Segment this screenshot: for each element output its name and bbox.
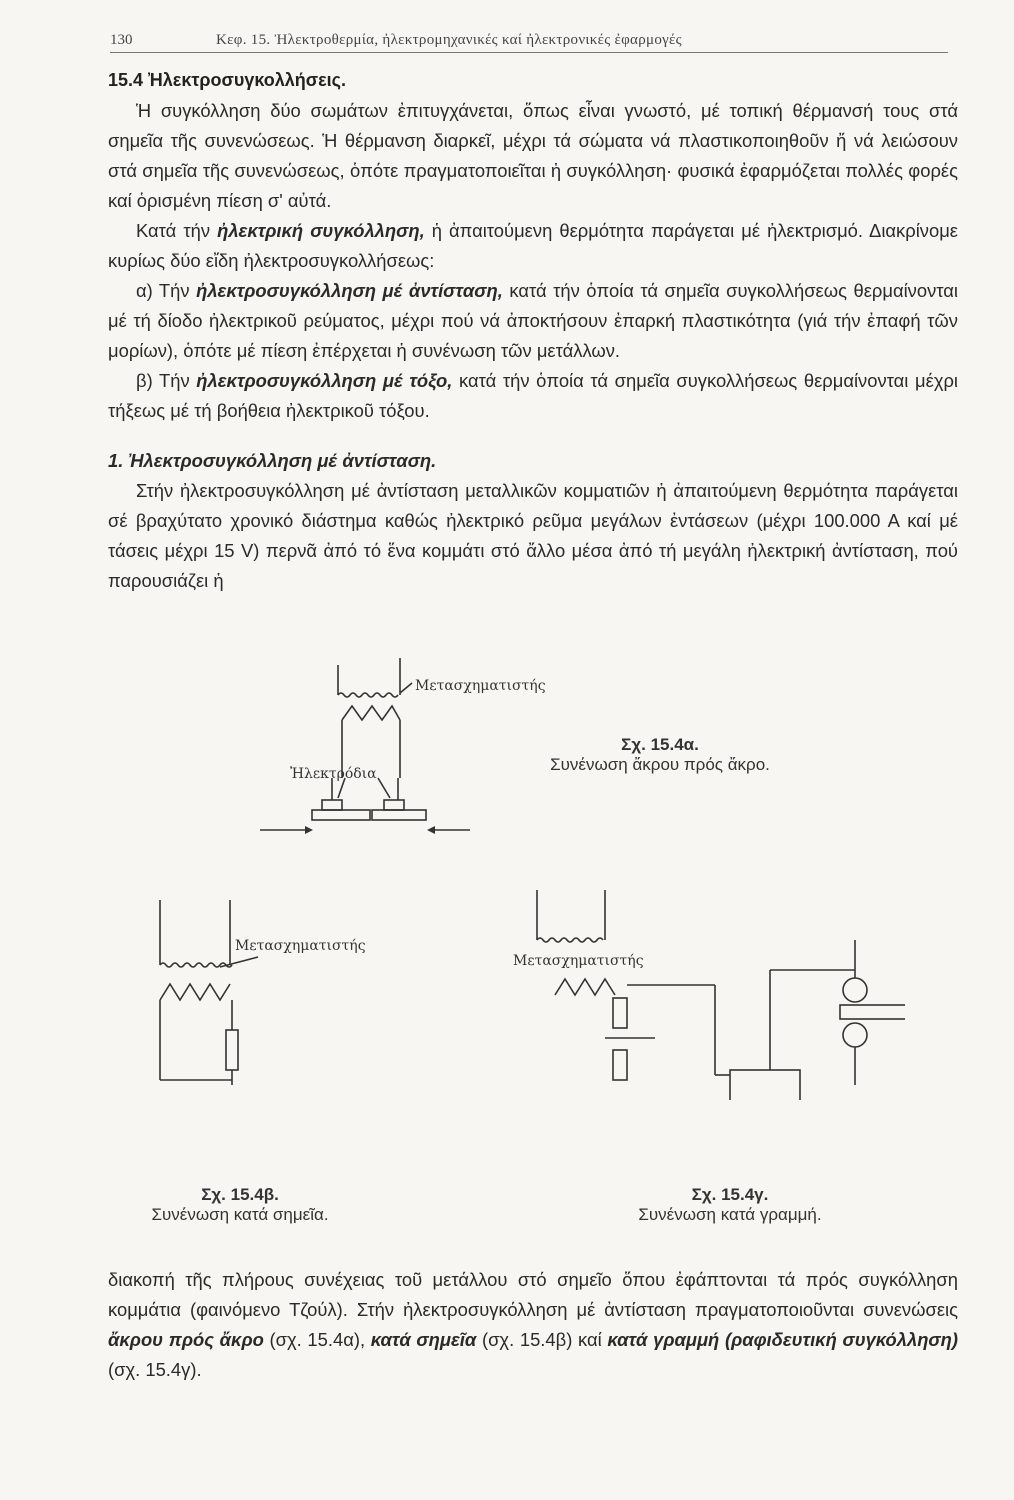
- paragraph-6: διακοπή τῆς πλήρους συνέχειας τοῦ μετάλλου στό σημεῖο ὅπου ἐφάπτονται τά πρός συγκόλληση κομμάτια (φαινόμενο Τζούλ). Στήν ἠλεκτροσυγκόλληση μέ ἀντίσταση πραγματοποιοῦνται συνενώσεις ἄκρου πρός ἄκρο (σχ. 15.4α), κατά σημεῖα (σχ. 15.4β) καί κατά γραμμή (ραφιδευτική συγκόλληση) (σχ. 15.4γ).: [108, 1269, 958, 1380]
- fig-a-transformer-label: Μετασχηματιστής: [415, 678, 546, 694]
- text-block-bottom: [108, 1265, 958, 1385]
- page-header: [110, 30, 948, 53]
- fig-b-number: Σχ. 15.4β.: [201, 1185, 279, 1204]
- figure-15-4a: [250, 650, 550, 850]
- caption-15-4a: [510, 735, 810, 775]
- fig-b-transformer-label: Μετασχηματιστής: [235, 938, 366, 954]
- fig-c-transformer-label: Μετασχηματιστής: [513, 953, 644, 969]
- fig-a-electrodes-label: Ἠλεκτρόδια: [290, 766, 377, 782]
- fig-c-caption: Συνένωση κατά γραμμή.: [638, 1205, 822, 1224]
- paragraph-4: β) Τήν ἠλεκτροσυγκόλληση μέ τόξο, κατά τήν ὁποία τά σημεῖα συγκολλήσεως θερμαίνονται μέχρι τήξεως μέ τή βοήθεια ἠλεκτρικοῦ τόξου.: [108, 370, 959, 421]
- figure-15-4c: [505, 880, 905, 1100]
- fig-a-caption: Συνένωση ἄκρου πρός ἄκρο.: [550, 755, 770, 774]
- paragraph-5: Στήν ἠλεκτροσυγκόλληση μέ ἀντίσταση μεταλλικῶν κομματιῶν ἡ ἀπαιτούμενη θερμότητα παράγεται σέ βραχύτατο χρονικό διάστημα καθώς ἠλεκτρικό ρεῦμα μεγάλων ἐντάσεων (μέχρι 100.000 Α καί μέ τάσεις μέχρι 15 V) περνᾶ ἀπό τό ἕνα κομμάτι στό ἄλλο μέσα ἀπό τή μεγάλη ἠλεκτρική ἀντίσταση, πού παρουσιάζει ἡ: [108, 480, 958, 591]
- running-title: Κεφ. 15. Ἠλεκτροθερμία, ἠλεκτρομηχανικές καί ἠλεκτρονικές ἐφαρμογές: [216, 32, 682, 48]
- caption-15-4b: [140, 1185, 340, 1225]
- fig-c-number: Σχ. 15.4γ.: [691, 1185, 769, 1204]
- paragraph-3: α) Τήν ἠλεκτροσυγκόλληση μέ ἀντίσταση, κατά τήν ὁποία τά σημεῖα συγκολλήσεως θερμαίνονται μέ τή δίοδο ἠλεκτρικοῦ ρεύματος, μέχρι πού νά ἀποκτήσουν ἐπαρκή πλαστικότητα (γιά τήν ἐπαφή τῶν μορίων), ὁπότε μέ πίεση ἐπέρχεται ἡ συνένωση τῶν μετάλλων.: [108, 280, 959, 361]
- text-block-top: [108, 96, 958, 596]
- section-title: 15.4 Ἠλεκτροσυγκολλήσεις.: [108, 70, 347, 90]
- caption-15-4c: [595, 1185, 865, 1225]
- page-number: 130: [110, 32, 133, 48]
- fig-b-caption: Συνένωση κατά σημεῖα.: [151, 1205, 329, 1224]
- figure-15-4b: [140, 895, 400, 1095]
- paragraph-1: Ἡ συγκόλληση δύο σωμάτων ἐπιτυγχάνεται, ὅπως εἶναι γνωστό, μέ τοπική θέρμανσή τους στά σημεῖα τῆς συνενώσεως. Ἡ θέρμανση διαρκεῖ, μέχρι τά σώματα νά πλαστικοποιηθοῦν ἤ νά λειώσουν στά σημεῖα τῆς συνενώσεως, ὁπότε πραγματοποιεῖται ἡ συγκόλληση· φυσικά ἐφαρμόζεται πολλές φορές καί ὁρισμένη πίεση σ' αὐτά.: [108, 100, 958, 211]
- subsection-title: 1. Ἠλεκτροσυγκόλληση μέ ἀντίσταση.: [108, 450, 437, 471]
- fig-a-number: Σχ. 15.4α.: [621, 735, 699, 754]
- paragraph-2: Κατά τήν ἠλεκτρική συγκόλληση, ἡ ἀπαιτούμενη θερμότητα παράγεται μέ ἠλεκτρισμό. Διακρίνομε κυρίως δύο εἴδη ἠλεκτροσυγκολλήσεως:: [108, 220, 959, 271]
